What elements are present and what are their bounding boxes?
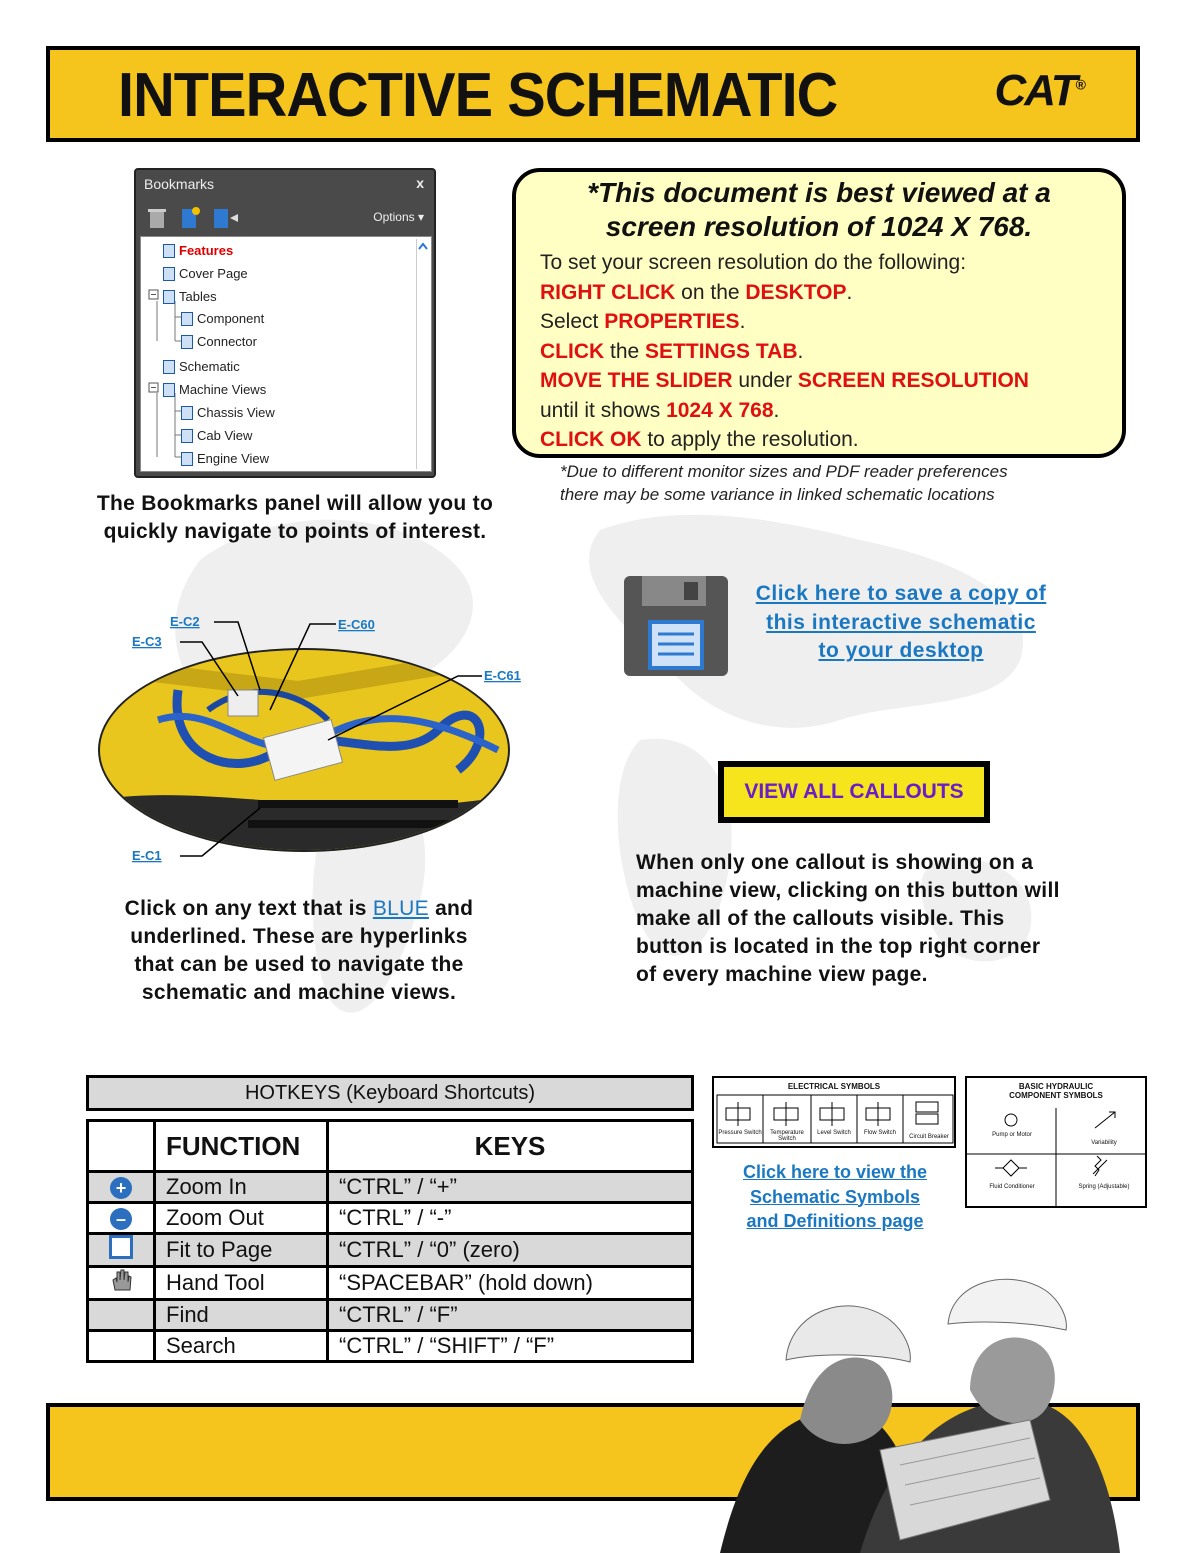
machine-connector-image <box>98 600 538 870</box>
bookmark-icon <box>163 383 175 397</box>
header-banner <box>46 46 1140 142</box>
hand-icon <box>110 1268 132 1292</box>
page-title: INTERACTIVE SCHEMATIC <box>118 61 838 130</box>
bookmark-machine-views: Machine Views <box>163 382 266 397</box>
save-copy-link[interactable]: Click here to save a copy of this interactive schematic to your desktop <box>755 582 1047 662</box>
options-menu: Options ▾ <box>373 210 424 224</box>
floppy-disk-icon[interactable] <box>622 574 730 678</box>
zoom-in-icon: + <box>110 1177 132 1199</box>
callout-label: E-C1 <box>132 848 162 863</box>
view-all-callouts-button[interactable]: VIEW ALL CALLOUTS <box>718 761 990 823</box>
callout-label: E-C3 <box>132 634 162 649</box>
bookmark-engine-view: Engine View <box>181 451 269 466</box>
resolution-steps: To set your screen resolution do the following: RIGHT CLICK on the DESKTOP. Select PROPERTIES. CLICK the SETTINGS TAB. MOVE THE SLIDER under SCREEN RESOLUTION until it shows 1024 X 768. CLICK OK to apply the resolution. <box>540 251 1029 451</box>
fit-page-icon <box>109 1235 133 1259</box>
table-row: Find “CTRL” / “F” <box>88 1300 693 1331</box>
bookmarks-list <box>140 236 432 472</box>
table-row: – Zoom Out “CTRL” / “-” <box>88 1203 693 1234</box>
callout-e-c3[interactable] <box>132 634 162 649</box>
trash-icon <box>148 209 166 228</box>
bookmark-features: Features <box>163 243 233 258</box>
bookmark-cab-view: Cab View <box>181 428 252 443</box>
hotkeys-table <box>86 1119 694 1363</box>
callout-label: E-C2 <box>170 614 200 629</box>
bookmark-chassis-view: Chassis View <box>181 405 275 420</box>
expand-bookmark-icon <box>214 209 238 228</box>
bookmarks-title: Bookmarks <box>144 176 215 192</box>
bookmark-icon <box>163 360 175 374</box>
hydraulic-symbols-thumbnail[interactable]: BASIC HYDRAULIC COMPONENT SYMBOLS Pump or Motor Variability Fluid Conditioner Spring (Adjustable) <box>965 1076 1147 1208</box>
bookmark-cover-page: Cover Page <box>163 266 248 281</box>
table-row: + Zoom In “CTRL” / “+” <box>88 1172 693 1203</box>
callout-e-c1[interactable] <box>132 848 162 863</box>
bookmark-icon <box>163 290 175 304</box>
bookmark-tables: Tables <box>163 289 217 304</box>
table-row: Fit to Page “CTRL” / “0” (zero) <box>88 1234 693 1267</box>
workers-photo <box>700 1250 1120 1553</box>
schematic-symbols-link[interactable]: Click here to view the Schematic Symbols and Definitions page <box>742 1162 928 1231</box>
close-icon: x <box>416 175 424 191</box>
new-bookmark-icon <box>182 207 200 228</box>
bookmark-icon <box>163 267 175 281</box>
bookmarks-caption: The Bookmarks panel will allow you to quickly navigate to points of interest. <box>96 492 494 543</box>
bookmark-icon <box>181 312 193 326</box>
hotkeys-title: HOTKEYS (Keyboard Shortcuts) <box>86 1075 694 1111</box>
bookmark-schematic: Schematic <box>163 359 240 374</box>
blue-link-example[interactable]: BLUE <box>372 897 429 920</box>
callout-label: E-C61 <box>484 668 521 683</box>
callout-e-c61[interactable] <box>484 668 521 683</box>
bookmark-icon <box>181 429 193 443</box>
callout-label: E-C60 <box>338 617 375 632</box>
bookmark-icon <box>163 244 175 258</box>
bookmark-connector: Connector <box>181 334 257 349</box>
resolution-info-box <box>512 168 1126 458</box>
col-keys: KEYS <box>328 1121 693 1172</box>
bookmarks-panel-image <box>134 168 436 478</box>
bookmark-icon <box>181 406 193 420</box>
bookmark-icon <box>181 335 193 349</box>
scrollbar <box>416 239 429 469</box>
table-row: Hand Tool “SPACEBAR” (hold down) <box>88 1267 693 1300</box>
callout-e-c2[interactable] <box>170 614 200 629</box>
electrical-symbols-thumbnail[interactable]: ELECTRICAL SYMBOLS Pressure Switch Temperature Switch Level Switch Flow Switch Circuit Breaker <box>712 1076 956 1148</box>
zoom-out-icon: – <box>110 1208 132 1230</box>
variance-note: *Due to different monitor sizes and PDF reader preferences there may be some variance in linked schematic locations <box>560 462 1008 504</box>
view-all-description: When only one callout is showing on a machine view, clicking on this button will make all of the callouts visible. This button is located in the top right corner of every machine view page. <box>636 851 1060 986</box>
bookmark-component: Component <box>181 311 264 326</box>
hyperlink-caption: Click on any text that is BLUE and underlined. These are hyperlinks that can be used to navigate the schematic and machine views. <box>124 897 474 1004</box>
resolution-heading: *This document is best viewed at a screen resolution of 1024 X 768. <box>587 177 1051 242</box>
table-header <box>88 1121 693 1172</box>
callout-e-c60[interactable] <box>338 617 375 632</box>
bookmark-icon <box>181 452 193 466</box>
table-row: Search “CTRL” / “SHIFT” / “F” <box>88 1331 693 1362</box>
cat-logo: CAT® <box>994 66 1084 115</box>
col-function: FUNCTION <box>155 1121 328 1172</box>
